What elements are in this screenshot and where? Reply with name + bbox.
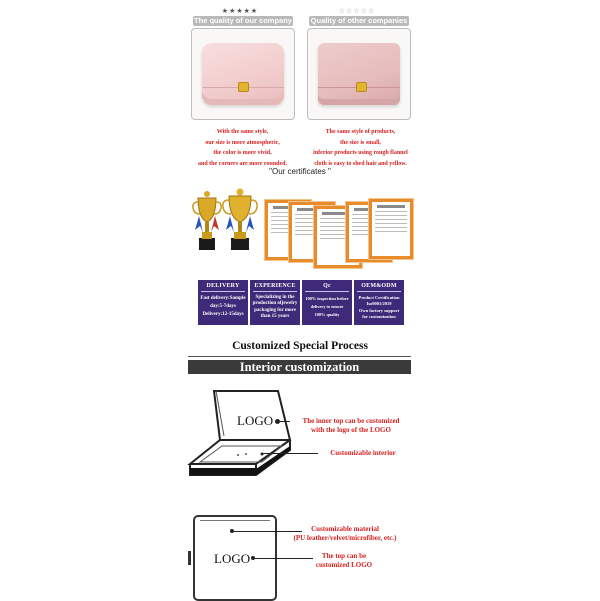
our-box-photo xyxy=(191,28,295,120)
other-jewelry-box xyxy=(318,43,400,105)
feature-line: for customization xyxy=(362,314,396,320)
other-box-photo xyxy=(307,28,411,120)
feature-tile-delivery xyxy=(198,280,248,325)
feature-line: packaging for more xyxy=(254,307,296,313)
our-box-clasp-icon xyxy=(238,82,249,92)
process-heading: Customized Special Process xyxy=(232,340,368,352)
feature-title: OEM&ODM xyxy=(361,283,397,289)
feature-line: Fast delivery:Sample xyxy=(200,296,246,301)
callout-line: The inner top can be customized xyxy=(302,417,400,425)
feature-tile-oem-odm xyxy=(354,280,404,325)
feature-line: day:5-7days xyxy=(210,304,236,309)
our-quality-label: The quality of our company xyxy=(194,16,292,25)
other-quality-notes xyxy=(298,127,423,169)
other-note-line: the size is small, xyxy=(340,139,381,146)
inner-logo-text: LOGO xyxy=(237,413,274,428)
feature-title: Qc xyxy=(323,283,331,289)
other-note-line: The same style of products, xyxy=(325,129,396,135)
feature-line: delivery to ensure xyxy=(310,304,344,309)
feature-line: Product Certification xyxy=(358,295,400,300)
other-quality-label: Quality of other companies xyxy=(310,16,408,25)
feature-title: EXPERIENCE xyxy=(254,283,296,289)
callout-line: customized LOGO xyxy=(315,561,373,569)
feature-line: Delivery:12-15days xyxy=(202,312,244,317)
process-divider xyxy=(188,356,411,357)
box-hinge-edge xyxy=(188,551,191,565)
certificate-document xyxy=(369,199,413,259)
interior-customization-band: Interior customization xyxy=(188,360,411,374)
our-rating-stars: ★★★★★ xyxy=(221,7,259,15)
feature-line: 100% inspection before xyxy=(305,296,349,301)
callout-inner-top xyxy=(290,417,412,435)
feature-line: than 15 years xyxy=(260,314,290,320)
top-logo-text: LOGO xyxy=(214,551,251,566)
our-note-line: our size is more atmospheric, xyxy=(205,139,280,146)
our-note-line: With the same style, xyxy=(216,129,269,135)
feature-line: production ofjewelry xyxy=(252,301,298,307)
feature-line: 100% quality xyxy=(314,312,340,317)
other-rating-stars: ☆☆☆☆☆ xyxy=(338,7,376,15)
feature-tile-experience xyxy=(250,280,300,325)
callout-interior: Customizable interior xyxy=(330,449,396,457)
callout-top xyxy=(300,552,388,570)
our-note-line: and the corners are more rounded. xyxy=(198,160,287,167)
callout-line: with the logo of the LOGO xyxy=(311,426,391,434)
feature-line: Specializing in the xyxy=(255,295,295,300)
callout-dot xyxy=(275,419,280,424)
our-quality-notes xyxy=(180,127,305,169)
feature-line: Own factory support xyxy=(358,307,400,313)
other-box-clasp-icon xyxy=(356,82,367,92)
feature-title: DELIVERY xyxy=(206,283,240,289)
trophy-icon xyxy=(190,188,258,254)
our-note-line: the color is more vivid, xyxy=(213,150,272,156)
feature-line: Iso9001/2019 xyxy=(366,301,392,307)
callout-leader-line xyxy=(263,453,318,454)
callout-material xyxy=(278,525,412,543)
other-note-line: cloth is easy to shed hair and yellow. xyxy=(314,160,407,167)
feature-tile-qc xyxy=(302,280,352,325)
callout-line: The top can be xyxy=(321,552,367,560)
callout-line: Customizable material xyxy=(311,525,379,533)
open-box-illustration xyxy=(186,388,296,482)
our-jewelry-box xyxy=(202,43,284,105)
certificates-title: "Our certificates " xyxy=(269,167,331,176)
other-note-line: inferior products using rough flannel xyxy=(313,150,408,156)
callout-line: (PU leather/velvet/microfiber, etc.) xyxy=(293,534,397,542)
